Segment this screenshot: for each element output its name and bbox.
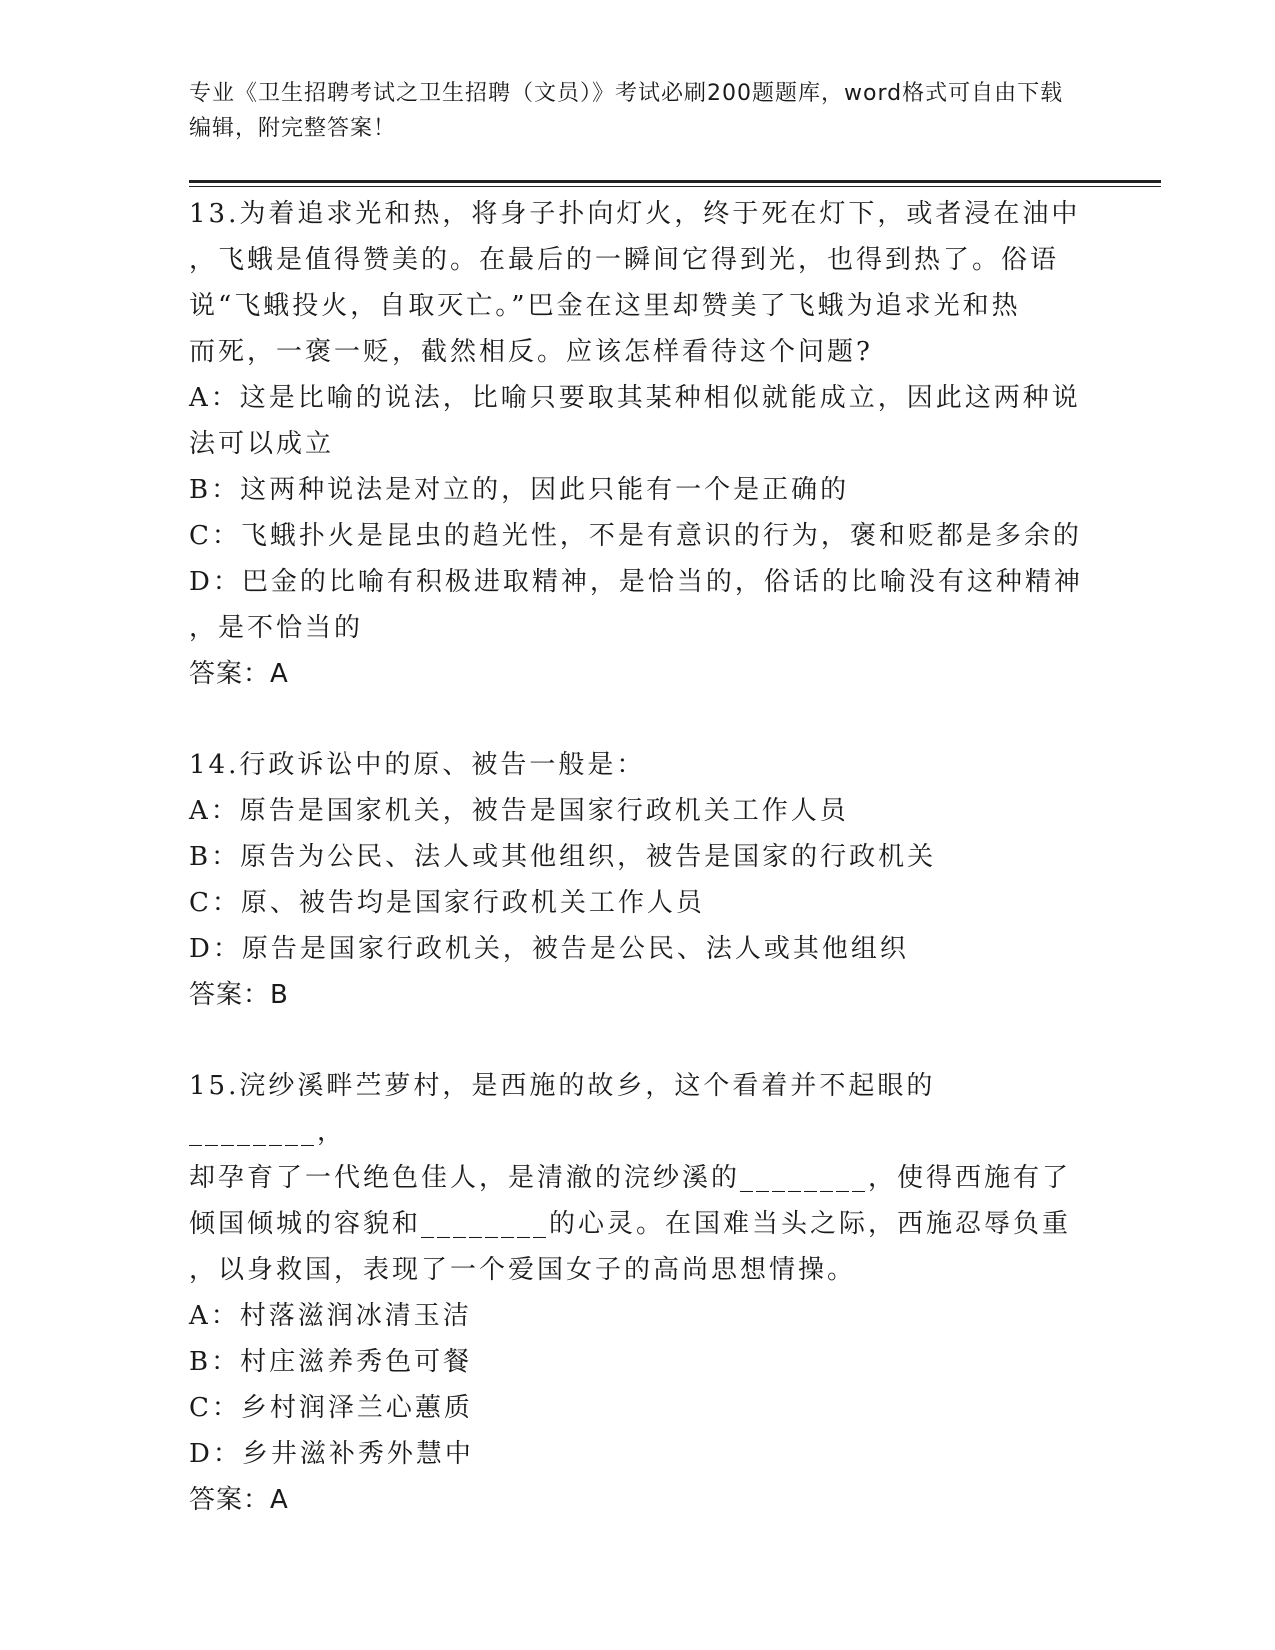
option-b: B：原告为公民、法人或其他组织，被告是国家的行政机关	[189, 842, 937, 872]
question-13	[189, 191, 1089, 697]
question-15	[189, 1063, 1089, 1523]
answer-label: 答案：A	[189, 659, 289, 689]
question-line: 13.为着追求光和热，将身子扑向灯火，终于死在灯下，或者浸在油中	[189, 199, 1081, 229]
option-d-continued: ，是不恰当的	[189, 613, 364, 643]
option-a: A：村落滋润冰清玉洁	[189, 1301, 472, 1331]
question-line: 而死，一褒一贬，截然相反。应该怎样看待这个问题?	[189, 337, 873, 367]
question-line: 15.浣纱溪畔苎萝村，是西施的故乡，这个看着并不起眼的________，	[189, 1071, 936, 1147]
header-divider-thin	[189, 186, 1161, 187]
question-line: ，飞蛾是值得赞美的。在最后的一瞬间它得到光，也得到热了。俗语	[189, 245, 1060, 275]
answer-label: 答案：A	[189, 1485, 289, 1515]
option-a-continued: 法可以成立	[189, 429, 335, 459]
option-c: C：飞蛾扑火是昆虫的趋光性，不是有意识的行为，褒和贬都是多余的	[189, 521, 1082, 551]
option-c: C：原、被告均是国家行政机关工作人员	[189, 888, 705, 918]
question-line: 14.行政诉讼中的原、被告一般是：	[189, 750, 646, 780]
question-line: 却孕育了一代绝色佳人，是清澈的浣纱溪的________，使得西施有了	[189, 1163, 1072, 1193]
option-d: D：乡井滋补秀外慧中	[189, 1439, 474, 1469]
header-divider-thick	[189, 180, 1161, 183]
question-line: 说“飞蛾投火，自取灭亡。”巴金在这里却赞美了飞蛾为追求光和热	[189, 291, 1021, 321]
option-a: A：原告是国家机关，被告是国家行政机关工作人员	[189, 796, 849, 826]
document-header: 专业《卫生招聘考试之卫生招聘（文员）》考试必刷200题题库，word格式可自由下载编辑，附完整答案！	[189, 81, 1064, 141]
question-list	[189, 191, 1089, 1568]
question-14	[189, 742, 1089, 1018]
answer-label: 答案：B	[189, 980, 289, 1010]
option-a: A：这是比喻的说法，比喻只要取其某种相似就能成立，因此这两种说	[189, 383, 1081, 413]
option-d: D：巴金的比喻有积极进取精神，是恰当的，俗话的比喻没有这种精神	[189, 567, 1083, 597]
option-c: C：乡村润泽兰心蕙质	[189, 1393, 473, 1423]
question-line: 倾国倾城的容貌和________的心灵。在国难当头之际，西施忍辱负重	[189, 1209, 1072, 1239]
option-b: B：这两种说法是对立的，因此只能有一个是正确的	[189, 475, 850, 505]
option-b: B：村庄滋养秀色可餐	[189, 1347, 473, 1377]
question-line: ，以身救国，表现了一个爱国女子的高尚思想情操。	[189, 1255, 857, 1285]
option-d: D：原告是国家行政机关，被告是公民、法人或其他组织	[189, 934, 909, 964]
